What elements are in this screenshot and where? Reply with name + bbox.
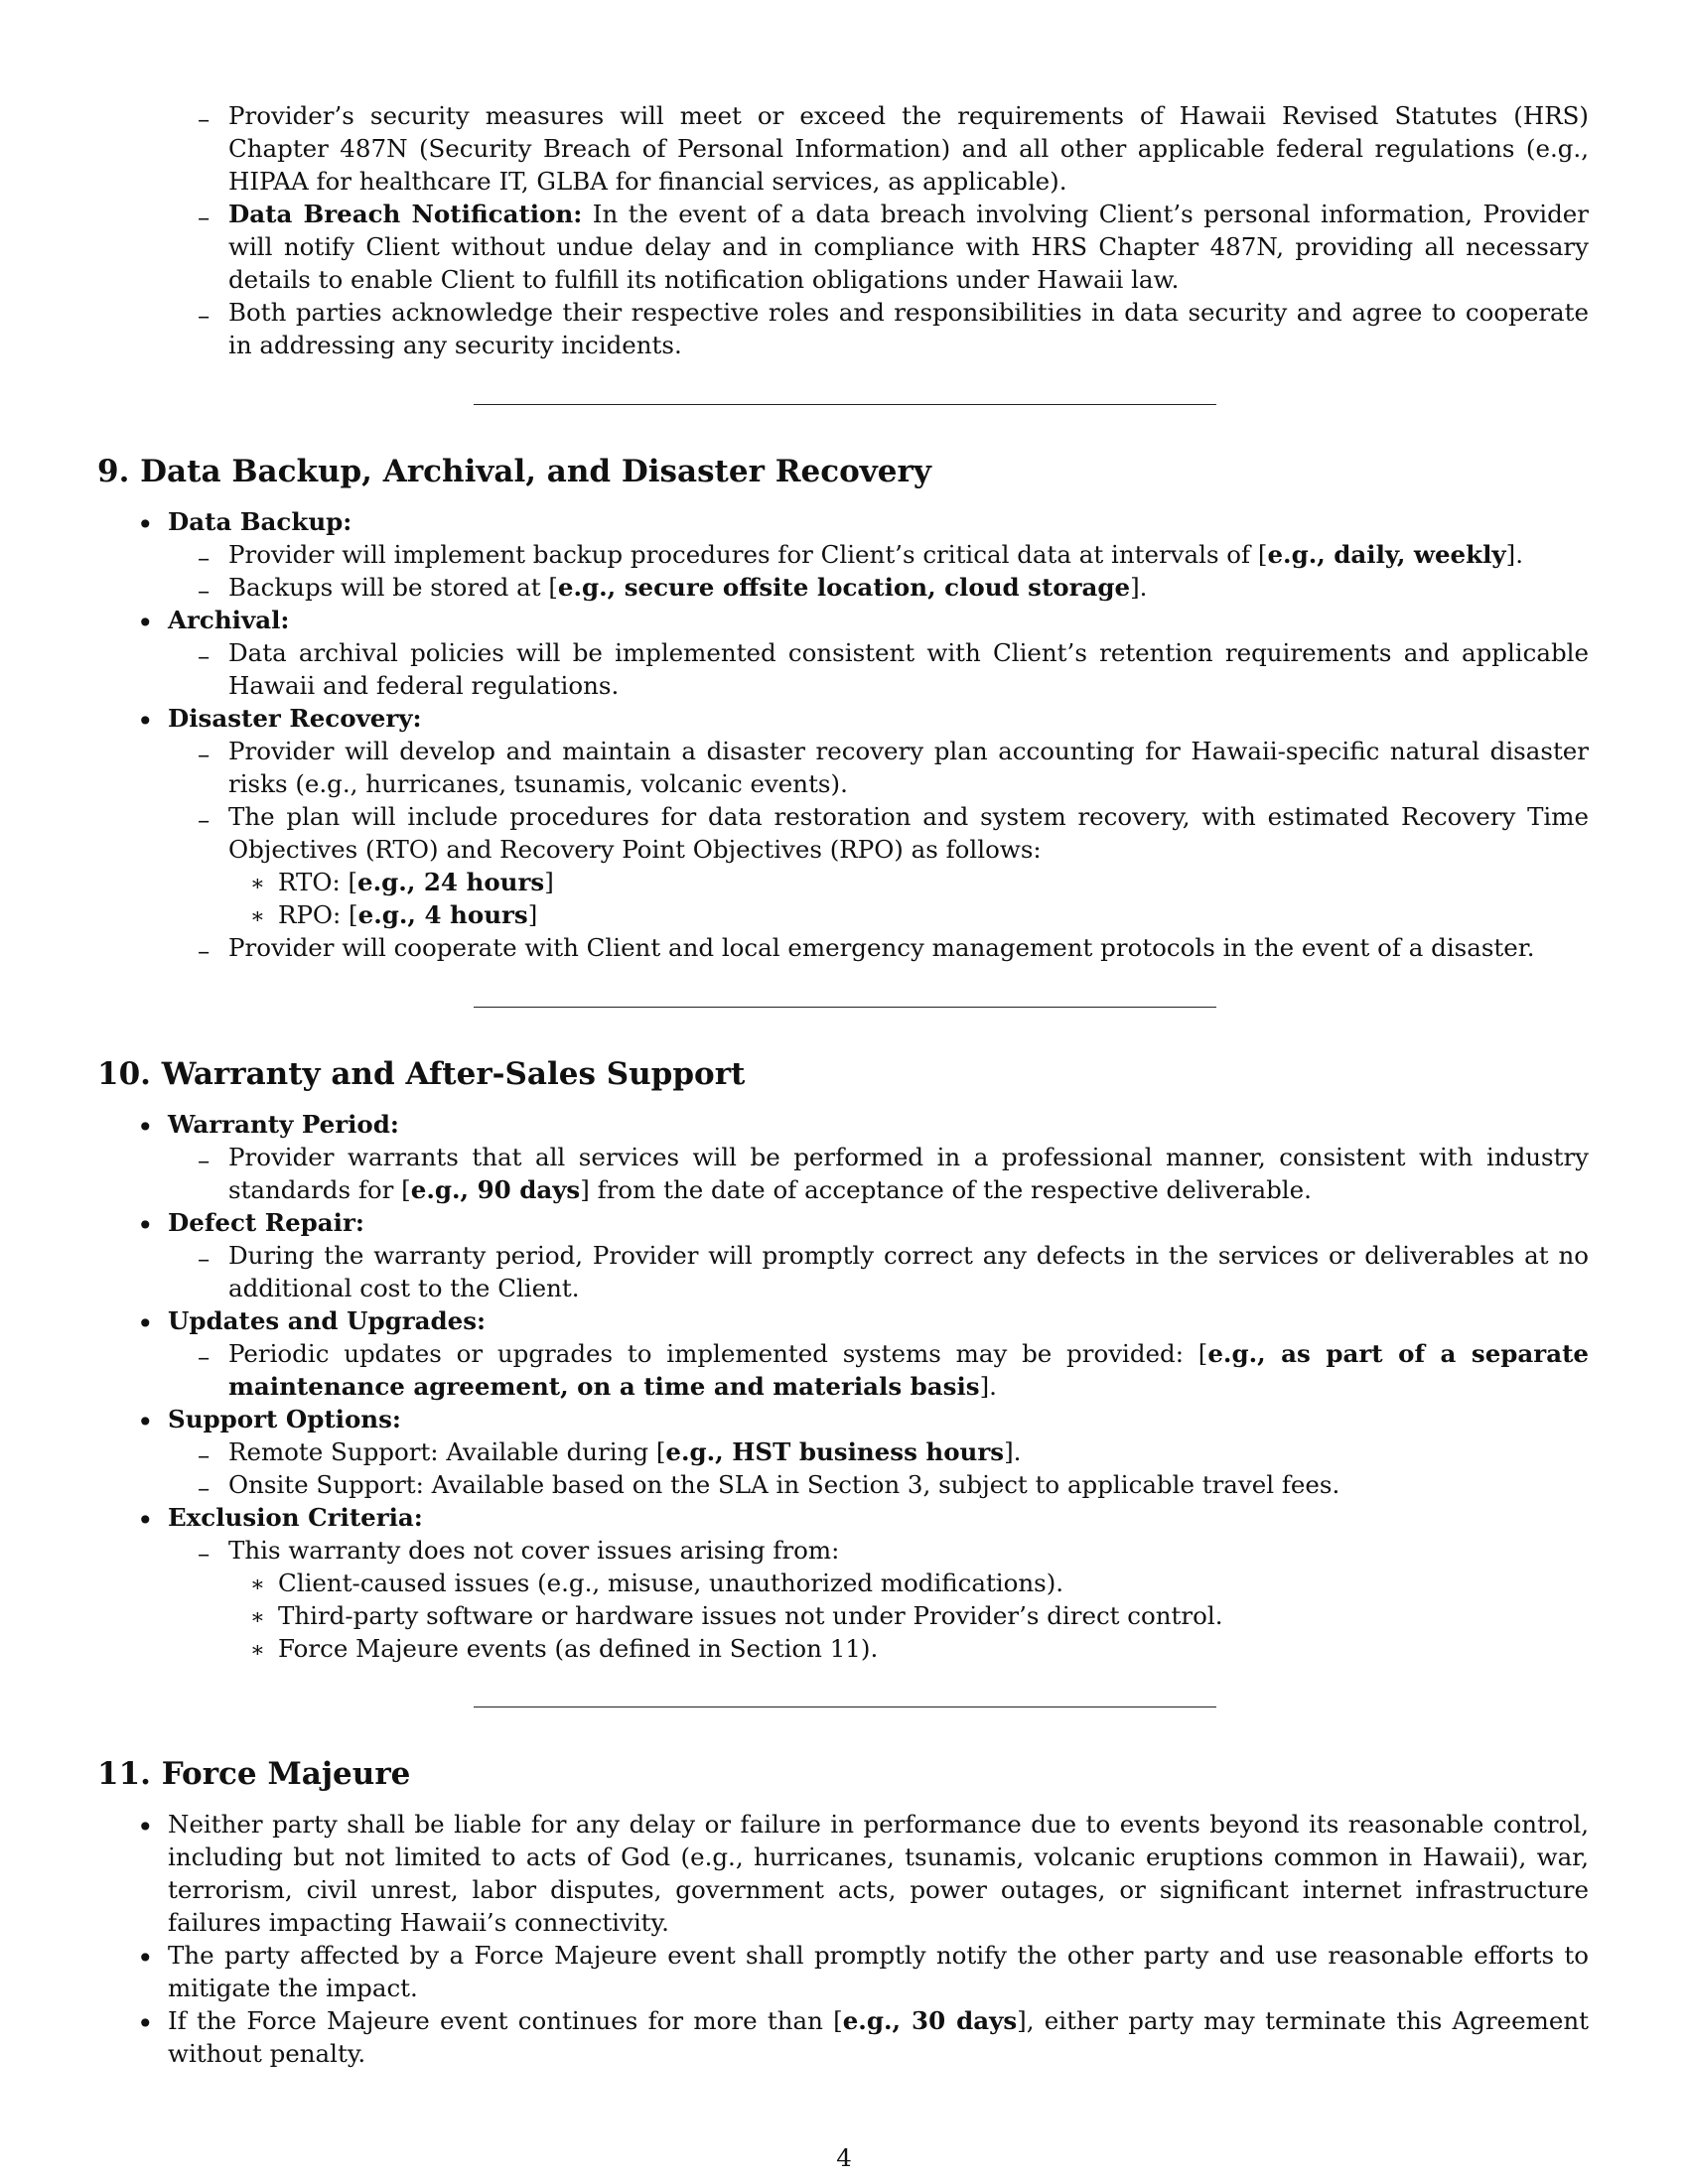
bullet-marker: • [137,1504,154,1537]
star-marker: ∗ [250,1572,265,1597]
star-marker: ∗ [250,1605,265,1630]
dash-marker: – [198,576,211,605]
list-item: This warranty does not cover issues arising from: [228,1536,840,1565]
dash-marker: – [198,936,211,965]
list-item: Onsite Support: Available based on the SLA in Section 3, subject to applicable travel fees. [228,1470,1340,1499]
list-item: Provider’s security measures will meet or exceed the requirements of Hawaii Revised Statutes (HRS) Chapter 487N (Security Breach of Personal Information) and all other applicable federal regulations (e.g., HIPAA for healthcare IT, GLBA for financial services, as applicable). [228,101,1589,196]
star-marker: ∗ [250,1638,265,1663]
dash-marker: – [198,1342,211,1371]
section-10-title: 10. Warranty and After-Sales Support [97,1056,746,1092]
section-divider [474,1706,1216,1707]
list-item: Remote Support: Available during [e.g., HST business hours]. [228,1437,1022,1466]
list-item: Backups will be stored at [e.g., secure offsite location, cloud storage]. [228,573,1148,602]
list-item: Third-party software or hardware issues not under Provider’s direct control. [278,1601,1223,1630]
list-item: Provider will develop and maintain a disaster recovery plan accounting for Hawaii-specific natural disaster risks (e.g., hurricanes, tsunamis, volcanic events). [228,737,1589,798]
list-item: If the Force Majeure event continues for more than [e.g., 30 days], either party may terminate this Agreement without penalty. [168,2006,1589,2068]
list-item: RPO: [e.g., 4 hours] [278,900,538,929]
bullet-marker: • [137,1307,154,1340]
dash-marker: – [198,1244,211,1273]
bullet-marker: • [137,705,154,738]
dash-marker: – [198,1146,211,1174]
bullet-marker: • [137,2007,154,2040]
section-9-title: 9. Data Backup, Archival, and Disaster Recovery [97,454,931,489]
section-divider [474,404,1216,405]
star-marker: ∗ [250,872,265,896]
section-11-title: 11. Force Majeure [97,1756,411,1792]
dash-marker: – [198,104,211,133]
list-heading: Defect Repair: [168,1208,364,1237]
list-item: Force Majeure events (as defined in Section 11). [278,1634,879,1663]
list-heading: Support Options: [168,1405,401,1433]
dash-marker: – [198,543,211,572]
list-heading: Data Backup: [168,507,352,536]
list-item: Data archival policies will be implemented consistent with Client’s retention requirements and applicable Hawaii and federal regulations. [228,638,1589,700]
list-item: Data Breach Notification: In the event of a data breach involving Client’s personal information, Provider will notify Client without undue delay and in compliance with HRS Chapter 487N, providing all necessary details to enable Client to fulfill its notification obligations under Hawaii law. [228,200,1590,294]
list-item: The party affected by a Force Majeure event shall promptly notify the other party and use reasonable efforts to mitigate the impact. [168,1941,1589,2002]
section-divider [474,1007,1216,1008]
bullet-marker: • [137,1811,154,1843]
list-heading: Updates and Upgrades: [168,1306,487,1335]
list-heading: Disaster Recovery: [168,704,422,733]
list-item: Provider warrants that all services will be performed in a professional manner, consistent with industry standards for [e.g., 90 days] from the date of acceptance of the respective deliverable. [228,1143,1589,1204]
dash-marker: – [198,740,211,768]
list-item: Provider will implement backup procedures for Client’s critical data at intervals of [e.g., daily, weekly]. [228,540,1524,569]
dash-marker: – [198,1539,211,1568]
list-item: Periodic updates or upgrades to implemented systems may be provided: [e.g., as part of a separate maintenance agreement, on a time and materials basis]. [228,1339,1589,1401]
page-number: 4 [836,2143,852,2172]
list-item: During the warranty period, Provider will promptly correct any defects in the services or deliverables at no additional cost to the Client. [228,1241,1589,1302]
list-item: Both parties acknowledge their respective roles and responsibilities in data security and agree to cooperate in addressing any security incidents. [228,298,1589,359]
dash-marker: – [198,1473,211,1502]
dash-marker: – [198,301,211,330]
bullet-marker: • [137,1209,154,1242]
dash-marker: – [198,805,211,834]
dash-marker: – [198,203,211,231]
bullet-marker: • [137,508,154,541]
bullet-marker: • [137,1111,154,1144]
dash-marker: – [198,1440,211,1469]
list-item: Neither party shall be liable for any delay or failure in performance due to events beyond its reasonable control, including but not limited to acts of God (e.g., hurricanes, tsunamis, volcanic eruptions common in Hawaii), war, terrorism, civil unrest, labor disputes, government acts, power outages, or significant internet infrastructure failures impacting Hawaii’s connectivity. [168,1810,1589,1937]
bullet-marker: • [137,1406,154,1438]
bullet-marker: • [137,1942,154,1975]
dash-marker: – [198,641,211,670]
list-item: Provider will cooperate with Client and local emergency management protocols in the event of a disaster. [228,933,1535,962]
list-item: RTO: [e.g., 24 hours] [278,868,554,896]
bullet-marker: • [137,607,154,639]
list-heading: Archival: [168,606,290,634]
star-marker: ∗ [250,904,265,929]
list-heading: Exclusion Criteria: [168,1503,423,1532]
list-item: Client-caused issues (e.g., misuse, unauthorized modifications). [278,1569,1064,1597]
list-heading: Warranty Period: [168,1110,399,1139]
list-item: The plan will include procedures for data restoration and system recovery, with estimated Recovery Time Objectives (RTO) and Recovery Point Objectives (RPO) as follows: [228,802,1589,864]
